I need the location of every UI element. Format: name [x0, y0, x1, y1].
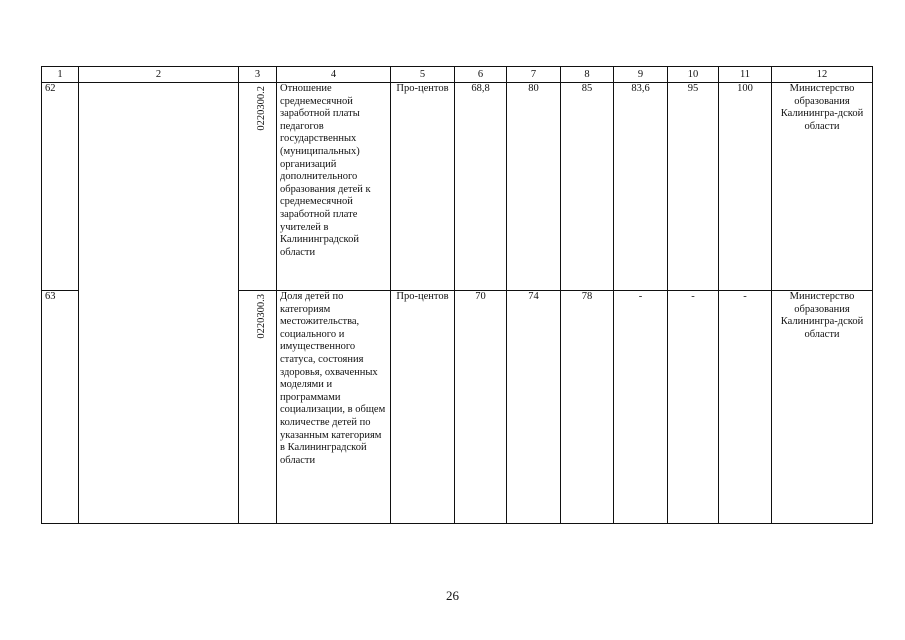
- header-cell-7: 7: [507, 67, 561, 83]
- header-cell-6: 6: [455, 67, 507, 83]
- value-col-11: 100: [719, 83, 772, 291]
- value-col-6: 70: [455, 291, 507, 524]
- responsible-organization: Министерство образования Калинингра-дской области: [772, 291, 873, 524]
- header-cell-10: 10: [668, 67, 719, 83]
- indicator-code-cell: [239, 83, 277, 291]
- header-cell-3: 3: [239, 67, 277, 83]
- value-col-10: 95: [668, 83, 719, 291]
- row-number: 62: [42, 83, 79, 291]
- header-cell-12: 12: [772, 67, 873, 83]
- header-cell-11: 11: [719, 67, 772, 83]
- header-cell-9: 9: [614, 67, 668, 83]
- unit-of-measure: Про-центов: [391, 291, 455, 524]
- header-cell-2: 2: [79, 67, 239, 83]
- value-col-6: 68,8: [455, 83, 507, 291]
- indicator-code: 0220300.3: [255, 294, 267, 339]
- page-number: 26: [446, 588, 459, 603]
- value-col-7: 80: [507, 83, 561, 291]
- value-col-11: -: [719, 291, 772, 524]
- row-number: 63: [42, 291, 79, 524]
- header-cell-4: 4: [277, 67, 391, 83]
- value-col-9: 83,6: [614, 83, 668, 291]
- header-cell-1: 1: [42, 67, 79, 83]
- value-col-10: -: [668, 291, 719, 524]
- merged-empty-cell: [79, 83, 239, 524]
- value-col-9: -: [614, 291, 668, 524]
- header-row: [42, 67, 873, 83]
- header-cell-5: 5: [391, 67, 455, 83]
- value-col-8: 78: [561, 291, 614, 524]
- header-cell-8: 8: [561, 67, 614, 83]
- unit-of-measure: Про-центов: [391, 83, 455, 291]
- table-row: [42, 83, 873, 291]
- indicator-code-cell: [239, 291, 277, 524]
- indicator-description: Отношение среднемесячной заработной платы педагогов государственных (муниципальных) организаций дополнительного образования детей к среднемесячной заработной плате учителей в Калининградской области: [277, 83, 391, 291]
- indicator-code: 0220300.2: [255, 86, 267, 131]
- value-col-8: 85: [561, 83, 614, 291]
- indicators-table: [41, 66, 873, 524]
- responsible-organization: Министерство образования Калинингра-дской области: [772, 83, 873, 291]
- value-col-7: 74: [507, 291, 561, 524]
- indicator-description: Доля детей по категориям местожительства, социального и имущественного статуса, состояния здоровья, охваченных моделями и программами социализации, в общем количестве детей по указанным категориям в Калининградской области: [277, 291, 391, 524]
